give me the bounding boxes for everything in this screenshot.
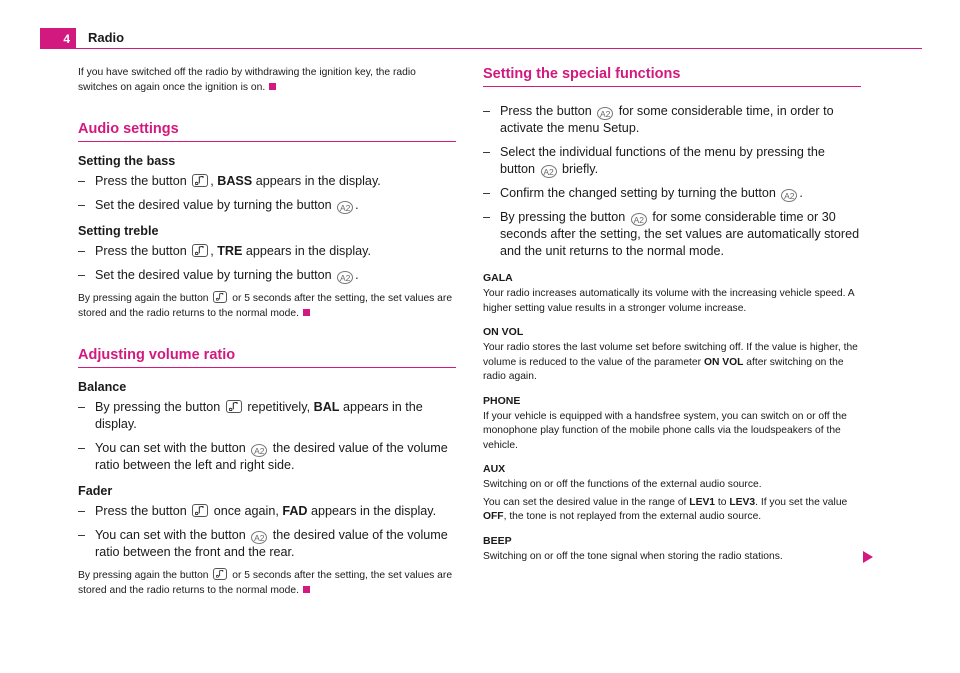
- note-in-box-icon: [213, 568, 227, 580]
- knob-a2-icon: A2: [337, 271, 353, 284]
- page-number: 4: [40, 28, 76, 48]
- knob-a2-icon: A2: [781, 189, 797, 202]
- note-in-box-icon: [226, 400, 242, 413]
- balance-step-1: – By pressing the button repetitively, BAL appears in the display.: [78, 400, 423, 431]
- page-header: [40, 28, 922, 49]
- knob-a2-icon: A2: [597, 107, 613, 120]
- onvol-title: ON VOL: [483, 326, 524, 338]
- aux-text-2: You can set the desired value in the range of LEV1 to LEV3. If you set the value OFF, the tone is not replayed from the external audio source.: [483, 496, 848, 522]
- section-heading-special: Setting the special functions: [483, 66, 861, 87]
- special-step-1: – Press the button A2 for some considerable time, in order to activate the menu Setup.: [483, 104, 834, 135]
- treble-step-2: – Set the desired value by turning the button A2 .: [78, 268, 359, 283]
- special-step-4: – By pressing the button A2 for some considerable time or 30 seconds after the setting, the set values are automatically stored and the unit returns to the normal mode.: [483, 210, 860, 258]
- subheading-balance: Balance: [78, 380, 127, 394]
- special-step-2: – Select the individual functions of the menu by pressing the button A2 briefly.: [483, 145, 825, 177]
- knob-a2-icon: A2: [541, 165, 557, 178]
- note-in-box-icon: [192, 504, 208, 517]
- bass-step-2: – Set the desired value by turning the button A2 .: [78, 198, 359, 213]
- knob-a2-icon: A2: [251, 531, 267, 544]
- beep-text: Switching on or off the tone signal when storing the radio stations.: [483, 550, 783, 562]
- phone-text: If your vehicle is equipped with a handsfree system, you can switch on or off the monophone play function of the mobile phone calls via the loudspeakers of the vehicle.: [483, 410, 847, 451]
- phone-title: PHONE: [483, 394, 521, 407]
- note-in-box-icon: [213, 291, 227, 303]
- chapter-title: Radio: [88, 30, 125, 45]
- knob-a2-icon: A2: [251, 444, 267, 457]
- subheading-treble: Setting treble: [78, 224, 159, 238]
- aux-title: AUX: [483, 463, 506, 475]
- section-heading-audio: Audio settings: [78, 121, 456, 142]
- aux-text-1: Switching on or off the functions of the external audio source.: [483, 479, 762, 490]
- knob-a2-icon: A2: [631, 213, 647, 226]
- knob-a2-icon: A2: [337, 201, 353, 214]
- subheading-fader: Fader: [78, 484, 113, 498]
- left-column: [78, 66, 456, 598]
- treble-step-1: – Press the button , TRE appears in the display.: [78, 244, 371, 258]
- bass-step-1: – Press the button , BASS appears in the display.: [78, 174, 381, 188]
- volume-note: By pressing again the button or 5 seconds after the setting, the set values are stored and the radio returns to the normal mode.: [78, 570, 453, 596]
- end-square-icon: [303, 309, 310, 316]
- onvol-text: Your radio stores the last volume set before switching off. If the value is higher, the volume is reduced to the value of the parameter ON VOL after switching on the radio again.: [483, 342, 858, 382]
- gala-text: Your radio increases automatically its volume with the increasing vehicle speed. A higher setting value results in a stronger volume increase.: [483, 288, 855, 314]
- subheading-bass: Setting the bass: [78, 154, 176, 168]
- arrow-right-icon[interactable]: [863, 551, 873, 563]
- section-heading-volume: Adjusting volume ratio: [78, 347, 456, 368]
- fader-step-2: – You can set with the button A2 the desired value of the volume ratio between the front and the rear.: [78, 528, 448, 559]
- end-square-icon: [303, 586, 310, 593]
- right-column: [483, 66, 861, 564]
- intro-paragraph: If you have switched off the radio by withdrawing the ignition key, the radio switches on again once the ignition is on.: [78, 67, 416, 93]
- beep-title: BEEP: [483, 534, 512, 547]
- balance-step-2: – You can set with the button A2 the desired value of the volume ratio between the left and right side.: [78, 441, 448, 472]
- gala-title: GALA: [483, 272, 513, 284]
- special-step-3: – Confirm the changed setting by turning the button A2 .: [483, 186, 803, 201]
- end-square-icon: [269, 83, 276, 90]
- note-in-box-icon: [192, 174, 208, 187]
- note-in-box-icon: [192, 244, 208, 257]
- fader-step-1: – Press the button once again, FAD appears in the display.: [78, 504, 437, 518]
- audio-note: By pressing again the button or 5 seconds after the setting, the set values are stored and the radio returns to the normal mode.: [78, 293, 453, 319]
